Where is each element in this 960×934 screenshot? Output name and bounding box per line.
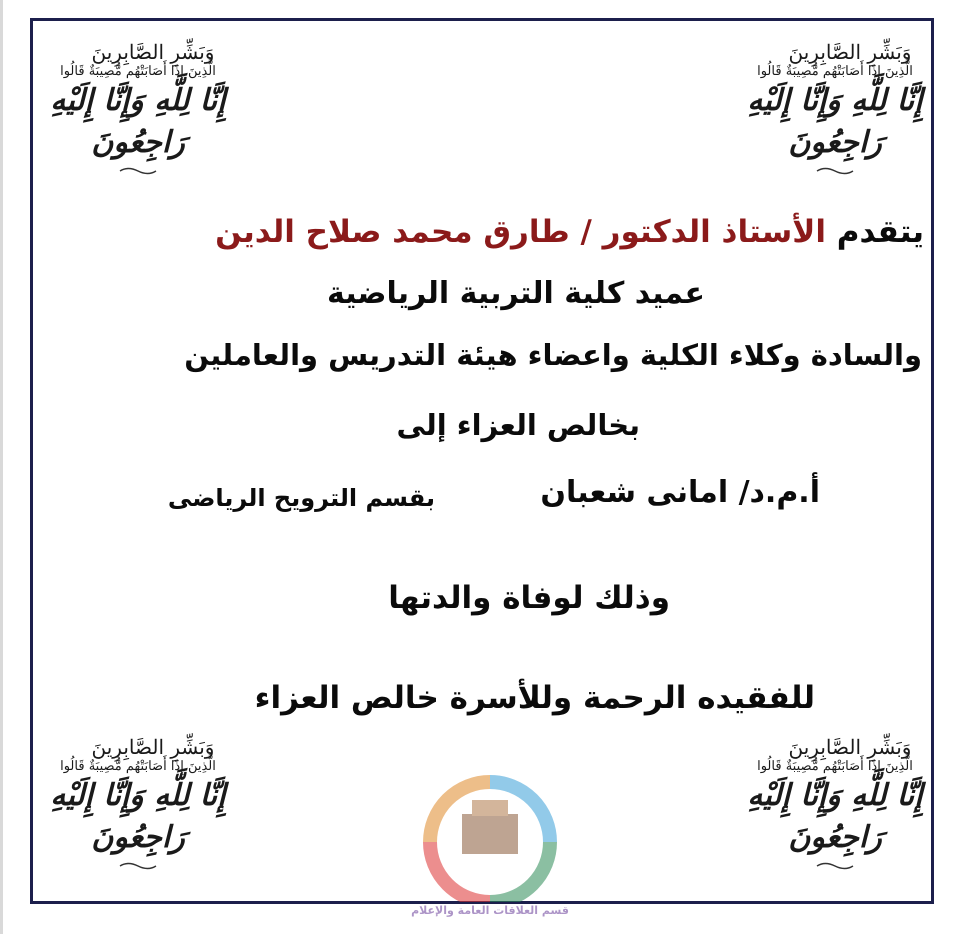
verse-line-3: إِنَّا لِلَّهِ وَإِنَّا إِلَيْهِ رَاجِعُونَ — [50, 83, 226, 160]
ornament-icon — [118, 166, 158, 176]
verse-line-2: الَّذِينَ إِذَا أَصَابَتْهُم مُّصِيبَةٌ قَالُوا — [60, 64, 216, 79]
notice-line-3: والسادة وكلاء الكلية واعضاء هيئة التدريس والعاملين — [184, 338, 922, 372]
verse-line-2: الَّذِينَ إِذَا أَصَابَتْهُم مُّصِيبَةٌ قَالُوا — [757, 64, 913, 79]
notice-prefix: يتقدم — [836, 214, 924, 250]
notice-department: بقسم الترويح الرياضى — [167, 484, 435, 512]
calligraphy-verse-bottom-left — [38, 735, 238, 885]
verse-line-2: الَّذِينَ إِذَا أَصَابَتْهُم مُّصِيبَةٌ قَالُوا — [60, 759, 216, 774]
logo-caption: قسم العلاقات العامة والإعلام — [411, 904, 569, 917]
logo-emblem-icon — [400, 752, 580, 902]
verse-line-3: إِنَّا لِلَّهِ وَإِنَّا إِلَيْهِ رَاجِعُونَ — [747, 778, 923, 855]
notice-line-4: بخالص العزاء إلى — [396, 408, 640, 442]
verse-line-1: وَبَشِّرِ الصَّابِرِينَ — [788, 40, 912, 64]
verse-line-1: وَبَشِّرِ الصَّابِرِينَ — [788, 735, 912, 759]
dean-name: الأستاذ الدكتور / طارق محمد صلاح الدين — [215, 214, 826, 250]
public-relations-logo — [400, 752, 580, 932]
notice-line-7: للفقيده الرحمة وللأسرة خالص العزاء — [254, 680, 815, 716]
calligraphy-verse-top-right — [735, 40, 935, 190]
notice-line-2: عميد كلية التربية الرياضية — [327, 276, 705, 311]
calligraphy-verse-top-left — [38, 40, 238, 190]
notice-line-6: وذلك لوفاة والدتها — [388, 580, 670, 616]
ornament-icon — [815, 861, 855, 871]
ornament-icon — [118, 861, 158, 871]
verse-line-2: الَّذِينَ إِذَا أَصَابَتْهُم مُّصِيبَةٌ قَالُوا — [757, 759, 913, 774]
ornament-icon — [815, 166, 855, 176]
verse-line-3: إِنَّا لِلَّهِ وَإِنَّا إِلَيْهِ رَاجِعُونَ — [747, 83, 923, 160]
verse-line-1: وَبَشِّرِ الصَّابِرِينَ — [91, 735, 215, 759]
notice-line-1 — [215, 214, 924, 250]
notice-person: أ.م.د/ امانى شعبان — [540, 475, 820, 510]
verse-line-1: وَبَشِّرِ الصَّابِرِينَ — [91, 40, 215, 64]
verse-line-3: إِنَّا لِلَّهِ وَإِنَّا إِلَيْهِ رَاجِعُونَ — [50, 778, 226, 855]
calligraphy-verse-bottom-right — [735, 735, 935, 885]
page-edge — [0, 0, 3, 934]
